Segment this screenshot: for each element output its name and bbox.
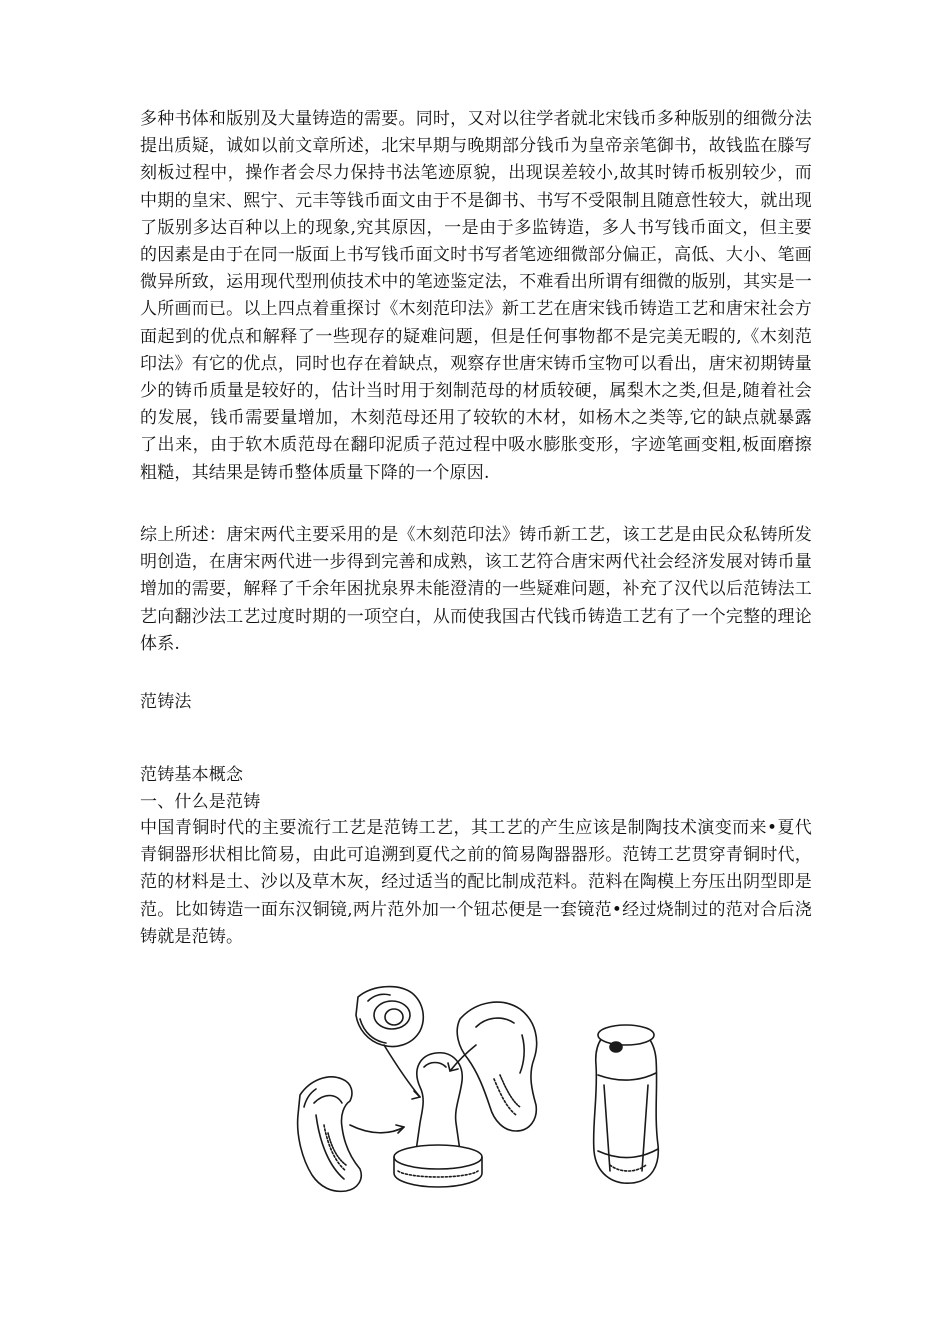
right-mold-half <box>457 1002 536 1131</box>
upper-mold-piece <box>356 987 423 1047</box>
assembled-mold <box>594 1025 659 1183</box>
mold-casting-icon <box>280 975 700 1215</box>
left-mold-half <box>298 1077 362 1192</box>
subsection-heading: 范铸基本概念 <box>140 765 244 785</box>
conclusion-paragraph: 综上所述：唐宋两代主要采用的是《木刻范印法》铸币新工艺，该工艺是由民众私铸所发明创造，在唐宋两代进一步得到完善和成熟，该工艺符合唐宋两代社会经济发展对铸币量增加的需要，解释了千余年困扰泉界未能澄清的一些疑难问题，补充了汉代以后范铸法工艺向翻沙法工艺过度时期的一项空白，从而使我国古代钱币铸造工艺有了一个完整的理论体系. <box>140 525 812 654</box>
body-paragraph: 多种书体和版别及大量铸造的需要。同时，又对以往学者就北宋钱币多种版别的细微分法提出质疑，诚如以前文章所述，北宋早期与晚期部分钱币为皇帝亲笔御书，故钱监在滕写刻板过程中，操作者会尽力保持书法笔迹原貌，出现误差较小,故其时铸币板别较少，而中期的皇宋、熙宁、元丰等钱币面文由于不是御书、书写不受限制且随意性较大，就出现了版别多达百种以上的现象,究其原因，一是由于多监铸造，多人书写钱币面文，但主要的因素是由于在同一版面上书写钱币面文时书写者笔迹细微部分偏正，高低、大小、笔画微异所致，运用现代型刑侦技术中的笔迹鉴定法，不难看出所谓有细微的版别，其实是一人所画而已。以上四点着重探讨《木刻范印法》新工艺在唐宋钱币铸造工艺和唐宋社会方面起到的优点和解释了一些现存的疑难问题，但是任何事物都不是完美无暇的,《木刻范印法》有它的优点，同时也存在着缺点，观察存世唐宋铸币宝物可以看出，唐宋初期铸量少的铸币质量是较好的，估计当时用于刻制范母的材质较硬，属梨木之类,但是,随着社会的发展，钱币需要量增加，木刻范母还用了较软的木材，如杨木之类等,它的缺点就暴露了出来，由于软木质范母在翻印泥质子范过程中吸水膨胀变形，字迹笔画变粗,板面磨擦粗糙，其结果是铸币整体质量下降的一个原因. <box>140 109 812 483</box>
mold-casting-illustration <box>280 975 700 1215</box>
definition-paragraph: 中国青铜时代的主要流行工艺是范铸工艺，其工艺的产生应该是制陶技术演变而来•夏代青铜器形状相比简易，由此可追溯到夏代之前的简易陶器器形。范铸工艺贯穿青铜时代，范的材料是土、沙以及草木灰，经过适当的配比制成范料。范料在陶模上夯压出阴型即是范。比如铸造一面东汉铜镜,两片范外加一个钮芯便是一套镜范•经过烧制过的范对合后浇铸就是范铸。 <box>140 818 812 947</box>
question-heading: 一、什么是范铸 <box>140 792 261 812</box>
section-heading: 范铸法 <box>140 692 192 712</box>
central-core <box>394 1053 482 1187</box>
